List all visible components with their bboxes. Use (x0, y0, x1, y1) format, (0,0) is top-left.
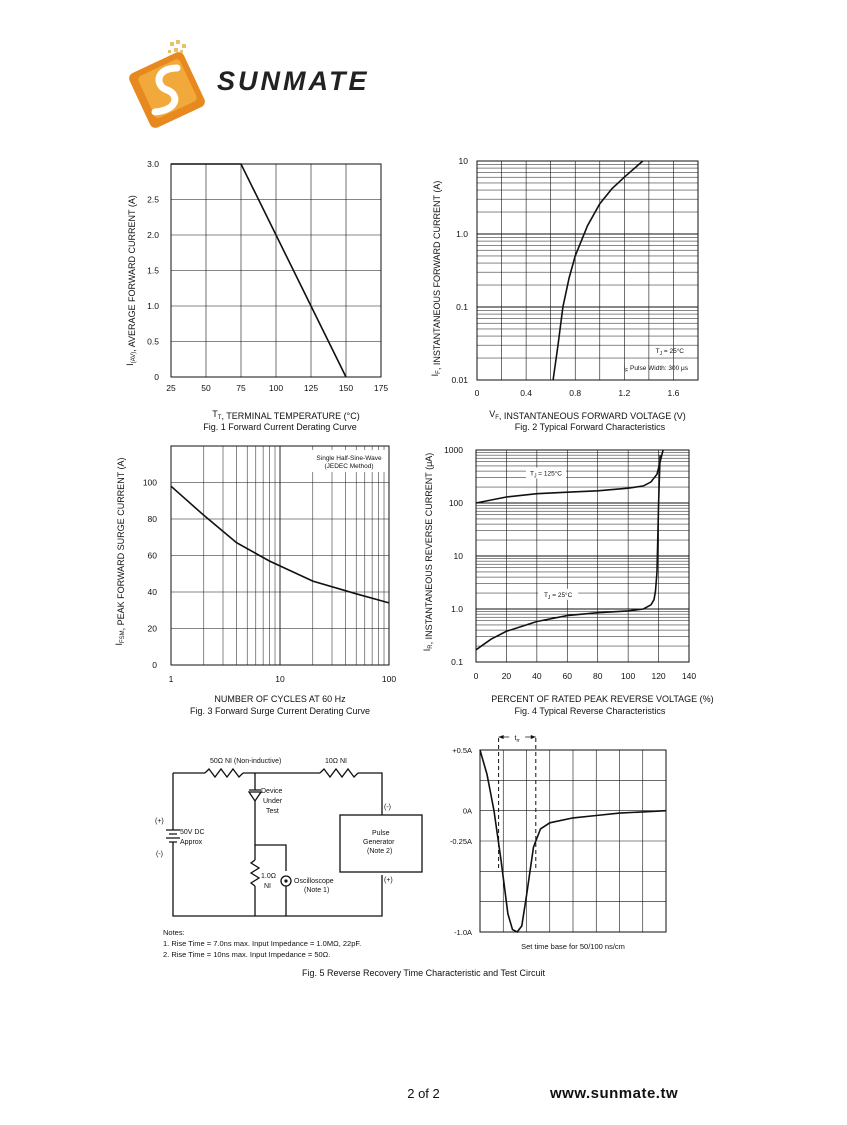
y-tick-label: -0.25A (449, 837, 472, 846)
x-tick-label: 175 (373, 383, 389, 393)
x-tick-label: 60 (562, 671, 573, 681)
resistor-10ohm (320, 769, 358, 777)
y-tick-label: 0.1 (451, 657, 463, 667)
svg-text:10Ω NI: 10Ω NI (325, 758, 347, 765)
x-axis-label: PERCENT OF RATED PEAK REVERSE VOLTAGE (%) (491, 694, 714, 704)
x-tick-label: 25 (166, 383, 176, 393)
svg-text:50Ω NI (Non-inductive): 50Ω NI (Non-inductive) (210, 758, 282, 765)
y-tick-label: 2.5 (147, 194, 159, 205)
svg-text:NI: NI (264, 883, 271, 890)
y-tick-label: 3.0 (147, 159, 159, 169)
svg-text:Under: Under (263, 798, 283, 805)
x-axis-label: $T_T$, TERMINAL TEMPERATURE (°C) (212, 409, 360, 421)
x-axis-label: Set time base for 50/100 ns/cm (521, 942, 625, 951)
x-tick-label: 0.4 (520, 388, 533, 398)
y-tick-label: 100 (142, 477, 157, 488)
svg-text:Oscilloscope: Oscilloscope (294, 878, 334, 885)
y-tick-label: 60 (147, 550, 157, 561)
y-tick-label: 1000 (444, 445, 463, 455)
svg-text:Approx: Approx (180, 839, 203, 846)
x-axis-label: $V_F$, INSTANTANEOUS FORWARD VOLTAGE (V) (489, 409, 686, 421)
y-tick-label: 10 (453, 551, 463, 561)
trr-label: $t_{rr}$ (514, 735, 520, 744)
y-tick-label: 0.01 (451, 375, 468, 385)
svg-text:50V DC: 50V DC (180, 829, 205, 836)
svg-text:(+): (+) (155, 818, 164, 825)
y-axis-label: $I_{FSM}$, PEAK FORWARD SURGE CURRENT (A) (114, 457, 126, 646)
svg-text:(-): (-) (156, 851, 163, 858)
y-tick-label: 1.0 (456, 229, 468, 239)
y-tick-label: 1.0 (147, 301, 159, 311)
annotation-temp: $T_J = 125^\circ C$ (529, 470, 563, 480)
fig3-surge-chart (110, 435, 410, 725)
y-tick-label: 20 (147, 623, 157, 634)
x-tick-label: 0 (474, 388, 480, 398)
x-tick-label: 100 (381, 674, 397, 684)
y-tick-label: 1.5 (147, 265, 159, 276)
y-tick-label: 0.5 (147, 336, 159, 347)
circuit-notes: Notes: 1. Rise Time = 7.0ns max. Input Impedance = 1.0MΩ, 22pF. 2. Rise Time = 10ns max. Input Impedance = 50Ω. (163, 928, 362, 959)
y-tick-label: 0 (154, 372, 159, 382)
x-tick-label: 1.2 (618, 388, 631, 398)
svg-text:(Note 2): (Note 2) (367, 848, 393, 855)
x-tick-label: 10 (275, 674, 285, 684)
y-tick-label: 10 (458, 156, 468, 166)
svg-text:1.0Ω: 1.0Ω (261, 873, 276, 880)
x-tick-label: 1.6 (667, 388, 680, 398)
x-tick-label: 50 (201, 383, 211, 393)
x-tick-label: 1 (168, 674, 174, 684)
y-axis-label: $I_{(AV)}$, AVERAGE FORWARD CURRENT (A) (125, 195, 137, 366)
fig4-reverse-chart (420, 435, 720, 725)
y-tick-label: 40 (147, 587, 157, 597)
y-tick-label: 2.0 (147, 230, 159, 240)
y-tick-label: 80 (147, 514, 157, 524)
svg-text:Generator: Generator (363, 839, 395, 846)
annotation-temp: $T_J = 25^\circ C$ (655, 348, 684, 357)
y-tick-label: 0A (462, 806, 472, 816)
test-circuit-diagram (150, 750, 440, 920)
y-tick-label: -1.0A (454, 928, 472, 937)
x-tick-label: 40 (532, 671, 542, 681)
page-number: 2 of 2 (407, 1086, 440, 1101)
x-tick-label: 100 (621, 671, 636, 681)
svg-text:(Note 1): (Note 1) (304, 887, 330, 894)
y-tick-label: 0.1 (456, 302, 468, 312)
fig1-caption: Fig. 1 Forward Current Derating Curve (203, 422, 357, 432)
logo-wordmark: SUNMATE (217, 66, 370, 96)
website-link[interactable]: www.sunmate.tw (550, 1085, 679, 1102)
svg-text:Test: Test (266, 808, 279, 815)
y-axis-label: $I_F$, INSTANTANEOUS FORWARD CURRENT (A) (430, 180, 442, 377)
diode-symbol (249, 790, 261, 801)
x-tick-label: 100 (268, 383, 284, 393)
x-tick-label: 0 (473, 671, 479, 681)
x-tick-label: 140 (681, 671, 697, 681)
y-tick-label: +0.5A (452, 746, 472, 755)
fig5-caption: Fig. 5 Reverse Recovery Time Characteristic and Test Circuit (302, 968, 545, 978)
y-tick-label: 1.0 (451, 604, 463, 614)
annotation-line2: (JEDEC Method) (324, 463, 374, 470)
y-tick-label: 0 (152, 660, 157, 670)
annotation-pulse: $I_F$ Pulse Width: 300 μs (623, 365, 688, 374)
annotation-line1: Single Half-Sine-Wave (316, 455, 382, 462)
fig5-recovery-chart (440, 728, 680, 960)
fig3-caption: Fig. 3 Forward Surge Current Derating Curve (189, 706, 371, 716)
svg-text:(+): (+) (384, 877, 393, 884)
x-tick-label: 80 (592, 671, 603, 681)
y-axis-label: $I_R$, INSTANTANEOUS REVERSE CURRENT (μA) (422, 452, 434, 652)
svg-text:(-): (-) (384, 804, 391, 811)
annotation-temp: $T_J = 25^\circ C$ (543, 591, 573, 601)
x-tick-label: 0.8 (569, 388, 582, 398)
fig2-caption: Fig. 2 Typical Forward Characteristics (514, 422, 666, 432)
fig4-caption: Fig. 4 Typical Reverse Characteristics (514, 706, 666, 716)
dc-source-symbol (166, 830, 180, 842)
fig2-forward-chart (420, 150, 720, 440)
x-tick-label: 125 (303, 383, 319, 393)
x-axis-label: NUMBER OF CYCLES AT 60 Hz (214, 694, 346, 704)
company-logo (125, 38, 395, 128)
fig1-derating-chart (110, 150, 410, 440)
x-tick-label: 75 (236, 383, 246, 393)
x-tick-label: 20 (501, 671, 512, 681)
y-tick-label: 100 (448, 498, 463, 508)
x-tick-label: 150 (338, 383, 354, 393)
logo-mark (127, 40, 207, 128)
resistor-1ohm (251, 860, 259, 886)
series-curve (553, 161, 643, 380)
x-tick-label: 120 (651, 671, 666, 681)
resistor-50ohm (205, 769, 243, 777)
series-125C (476, 450, 663, 503)
svg-text:Device: Device (261, 788, 283, 795)
svg-text:Pulse: Pulse (372, 830, 390, 837)
